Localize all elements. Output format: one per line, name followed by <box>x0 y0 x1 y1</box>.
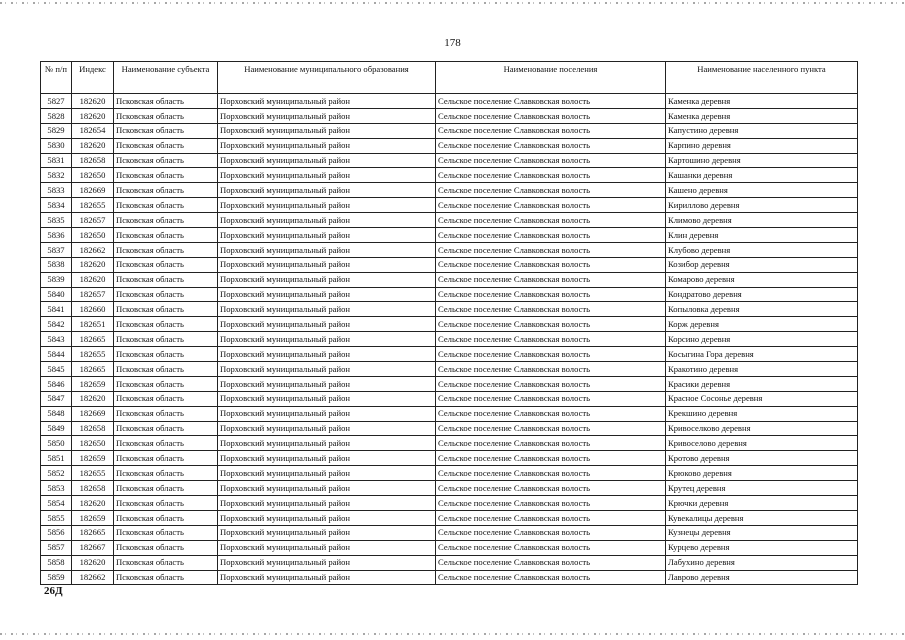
cell-settlement: Сельское поселение Славковская волость <box>436 123 666 138</box>
header-subject: Наименование субъекта <box>114 62 218 94</box>
table-row <box>41 257 858 272</box>
cell-index: 182655 <box>72 466 114 481</box>
cell-index: 182650 <box>72 228 114 243</box>
cell-locality: Курцево деревня <box>666 540 858 555</box>
cell-locality: Капустино деревня <box>666 123 858 138</box>
cell-subject: Псковская область <box>114 436 218 451</box>
table-row <box>41 168 858 183</box>
page-number: 178 <box>444 37 461 49</box>
cell-locality: Красное Сосонье деревня <box>666 391 858 406</box>
cell-subject: Псковская область <box>114 481 218 496</box>
cell-num: 5855 <box>41 510 72 525</box>
cell-index: 182658 <box>72 481 114 496</box>
cell-num: 5852 <box>41 466 72 481</box>
cell-subject: Псковская область <box>114 272 218 287</box>
header-settlement: Наименование поселения <box>436 62 666 94</box>
cell-locality: Крутец деревня <box>666 481 858 496</box>
cell-index: 182620 <box>72 138 114 153</box>
cell-municipal: Порховский муниципальный район <box>218 540 436 555</box>
table-row <box>41 138 858 153</box>
cell-municipal: Порховский муниципальный район <box>218 555 436 570</box>
table-row <box>41 525 858 540</box>
cell-municipal: Порховский муниципальный район <box>218 347 436 362</box>
cell-municipal: Порховский муниципальный район <box>218 362 436 377</box>
cell-subject: Псковская область <box>114 287 218 302</box>
table-row <box>41 123 858 138</box>
cell-settlement: Сельское поселение Славковская волость <box>436 481 666 496</box>
cell-num: 5848 <box>41 406 72 421</box>
footer-code: 26Д <box>44 585 63 597</box>
cell-num: 5836 <box>41 228 72 243</box>
cell-locality: Карпино деревня <box>666 138 858 153</box>
cell-num: 5844 <box>41 347 72 362</box>
cell-settlement: Сельское поселение Славковская волость <box>436 108 666 123</box>
cell-municipal: Порховский муниципальный район <box>218 183 436 198</box>
cell-locality: Корж деревня <box>666 317 858 332</box>
table-row <box>41 332 858 347</box>
cell-municipal: Порховский муниципальный район <box>218 436 436 451</box>
cell-subject: Псковская область <box>114 525 218 540</box>
cell-subject: Псковская область <box>114 94 218 109</box>
cell-subject: Псковская область <box>114 153 218 168</box>
cell-settlement: Сельское поселение Славковская волость <box>436 421 666 436</box>
cell-settlement: Сельское поселение Славковская волость <box>436 391 666 406</box>
cell-locality: Козибор деревня <box>666 257 858 272</box>
cell-num: 5828 <box>41 108 72 123</box>
cell-index: 182655 <box>72 198 114 213</box>
cell-locality: Корсино деревня <box>666 332 858 347</box>
cell-municipal: Порховский муниципальный район <box>218 332 436 347</box>
cell-num: 5854 <box>41 496 72 511</box>
table-row <box>41 183 858 198</box>
cell-settlement: Сельское поселение Славковская волость <box>436 332 666 347</box>
cell-subject: Псковская область <box>114 198 218 213</box>
cell-num: 5849 <box>41 421 72 436</box>
table-row <box>41 94 858 109</box>
cell-municipal: Порховский муниципальный район <box>218 376 436 391</box>
cell-locality: Кузнецы деревня <box>666 525 858 540</box>
cell-settlement: Сельское поселение Славковская волость <box>436 510 666 525</box>
cell-locality: Кондратово деревня <box>666 287 858 302</box>
cell-locality: Клин деревня <box>666 228 858 243</box>
table-row <box>41 108 858 123</box>
cell-num: 5840 <box>41 287 72 302</box>
cell-municipal: Порховский муниципальный район <box>218 138 436 153</box>
cell-index: 182659 <box>72 451 114 466</box>
cell-index: 182620 <box>72 496 114 511</box>
cell-index: 182659 <box>72 376 114 391</box>
cell-index: 182665 <box>72 362 114 377</box>
cell-index: 182658 <box>72 153 114 168</box>
cell-settlement: Сельское поселение Славковская волость <box>436 302 666 317</box>
cell-subject: Псковская область <box>114 466 218 481</box>
cell-locality: Лаврово деревня <box>666 570 858 585</box>
table-row <box>41 540 858 555</box>
header-num: № п/п <box>41 62 72 94</box>
table-row <box>41 376 858 391</box>
cell-index: 182620 <box>72 272 114 287</box>
cell-subject: Псковская область <box>114 302 218 317</box>
cell-municipal: Порховский муниципальный район <box>218 287 436 302</box>
cell-subject: Псковская область <box>114 138 218 153</box>
cell-subject: Псковская область <box>114 406 218 421</box>
header-locality: Наименование населенного пункта <box>666 62 858 94</box>
cell-settlement: Сельское поселение Славковская волость <box>436 94 666 109</box>
table-row <box>41 317 858 332</box>
cell-subject: Псковская область <box>114 391 218 406</box>
table-row <box>41 242 858 257</box>
cell-municipal: Порховский муниципальный район <box>218 198 436 213</box>
header-index: Индекс <box>72 62 114 94</box>
cell-municipal: Порховский муниципальный район <box>218 272 436 287</box>
cell-locality: Крюково деревня <box>666 466 858 481</box>
cell-settlement: Сельское поселение Славковская волость <box>436 242 666 257</box>
cell-settlement: Сельское поселение Славковская волость <box>436 257 666 272</box>
cell-num: 5845 <box>41 362 72 377</box>
cell-locality: Каменка деревня <box>666 94 858 109</box>
cell-subject: Псковская область <box>114 347 218 362</box>
cell-municipal: Порховский муниципальный район <box>218 525 436 540</box>
cell-num: 5834 <box>41 198 72 213</box>
cell-locality: Кракотино деревня <box>666 362 858 377</box>
cell-settlement: Сельское поселение Славковская волость <box>436 272 666 287</box>
cell-subject: Псковская область <box>114 257 218 272</box>
table-header-row <box>41 62 858 94</box>
cell-index: 182620 <box>72 257 114 272</box>
cell-subject: Псковская область <box>114 362 218 377</box>
cell-locality: Кашено деревня <box>666 183 858 198</box>
cell-num: 5843 <box>41 332 72 347</box>
cell-index: 182620 <box>72 555 114 570</box>
cell-num: 5839 <box>41 272 72 287</box>
cell-num: 5838 <box>41 257 72 272</box>
cell-municipal: Порховский муниципальный район <box>218 228 436 243</box>
cell-subject: Псковская область <box>114 540 218 555</box>
cell-locality: Кашанки деревня <box>666 168 858 183</box>
cell-index: 182620 <box>72 94 114 109</box>
cell-num: 5859 <box>41 570 72 585</box>
cell-subject: Псковская область <box>114 332 218 347</box>
cell-index: 182660 <box>72 302 114 317</box>
table-row <box>41 555 858 570</box>
cell-index: 182651 <box>72 317 114 332</box>
cell-num: 5827 <box>41 94 72 109</box>
cell-index: 182669 <box>72 183 114 198</box>
cell-num: 5837 <box>41 242 72 257</box>
cell-subject: Псковская область <box>114 228 218 243</box>
cell-index: 182665 <box>72 525 114 540</box>
cell-settlement: Сельское поселение Славковская волость <box>436 153 666 168</box>
table-row <box>41 228 858 243</box>
cell-num: 5858 <box>41 555 72 570</box>
cell-locality: Косыгина Гора деревня <box>666 347 858 362</box>
cell-settlement: Сельское поселение Славковская волость <box>436 138 666 153</box>
cell-municipal: Порховский муниципальный район <box>218 466 436 481</box>
cell-settlement: Сельское поселение Славковская волость <box>436 362 666 377</box>
scan-top-edge <box>0 2 905 4</box>
cell-subject: Псковская область <box>114 555 218 570</box>
cell-settlement: Сельское поселение Славковская волость <box>436 183 666 198</box>
table-row <box>41 272 858 287</box>
cell-settlement: Сельское поселение Славковская волость <box>436 570 666 585</box>
cell-settlement: Сельское поселение Славковская волость <box>436 496 666 511</box>
cell-subject: Псковская область <box>114 317 218 332</box>
cell-locality: Лабухино деревня <box>666 555 858 570</box>
cell-municipal: Порховский муниципальный район <box>218 257 436 272</box>
cell-subject: Псковская область <box>114 496 218 511</box>
cell-settlement: Сельское поселение Славковская волость <box>436 228 666 243</box>
cell-municipal: Порховский муниципальный район <box>218 451 436 466</box>
cell-municipal: Порховский муниципальный район <box>218 108 436 123</box>
cell-index: 182657 <box>72 213 114 228</box>
cell-locality: Крекшино деревня <box>666 406 858 421</box>
table-row <box>41 213 858 228</box>
settlements-table <box>40 61 858 585</box>
cell-subject: Псковская область <box>114 168 218 183</box>
table-row <box>41 451 858 466</box>
cell-locality: Комарово деревня <box>666 272 858 287</box>
cell-index: 182654 <box>72 123 114 138</box>
cell-municipal: Порховский муниципальный район <box>218 317 436 332</box>
cell-subject: Псковская область <box>114 108 218 123</box>
cell-municipal: Порховский муниципальный район <box>218 481 436 496</box>
cell-num: 5830 <box>41 138 72 153</box>
cell-municipal: Порховский муниципальный район <box>218 496 436 511</box>
cell-municipal: Порховский муниципальный район <box>218 406 436 421</box>
cell-settlement: Сельское поселение Славковская волость <box>436 406 666 421</box>
table-row <box>41 570 858 585</box>
cell-index: 182620 <box>72 391 114 406</box>
table-row <box>41 436 858 451</box>
table-row <box>41 406 858 421</box>
cell-locality: Кириллово деревня <box>666 198 858 213</box>
table-row <box>41 391 858 406</box>
cell-num: 5853 <box>41 481 72 496</box>
table-row <box>41 153 858 168</box>
cell-municipal: Порховский муниципальный район <box>218 213 436 228</box>
cell-index: 182669 <box>72 406 114 421</box>
cell-num: 5856 <box>41 525 72 540</box>
cell-locality: Кривоселово деревня <box>666 436 858 451</box>
cell-settlement: Сельское поселение Славковская волость <box>436 213 666 228</box>
cell-settlement: Сельское поселение Славковская волость <box>436 287 666 302</box>
scan-bottom-edge <box>0 633 905 635</box>
cell-locality: Кривоселково деревня <box>666 421 858 436</box>
cell-index: 182658 <box>72 421 114 436</box>
table-row <box>41 481 858 496</box>
cell-locality: Копыловка деревня <box>666 302 858 317</box>
cell-locality: Каменка деревня <box>666 108 858 123</box>
cell-locality: Клубово деревня <box>666 242 858 257</box>
cell-num: 5829 <box>41 123 72 138</box>
cell-num: 5833 <box>41 183 72 198</box>
cell-subject: Псковская область <box>114 421 218 436</box>
table-row <box>41 510 858 525</box>
cell-num: 5847 <box>41 391 72 406</box>
cell-locality: Крючки деревня <box>666 496 858 511</box>
cell-settlement: Сельское поселение Славковская волость <box>436 376 666 391</box>
cell-subject: Псковская область <box>114 570 218 585</box>
table-row <box>41 496 858 511</box>
cell-municipal: Порховский муниципальный район <box>218 421 436 436</box>
cell-settlement: Сельское поселение Славковская волость <box>436 168 666 183</box>
table-row <box>41 347 858 362</box>
cell-municipal: Порховский муниципальный район <box>218 153 436 168</box>
cell-municipal: Порховский муниципальный район <box>218 242 436 257</box>
cell-num: 5841 <box>41 302 72 317</box>
table-row <box>41 421 858 436</box>
cell-settlement: Сельское поселение Славковская волость <box>436 540 666 555</box>
cell-index: 182665 <box>72 332 114 347</box>
cell-index: 182650 <box>72 436 114 451</box>
cell-num: 5851 <box>41 451 72 466</box>
cell-index: 182662 <box>72 242 114 257</box>
cell-subject: Псковская область <box>114 123 218 138</box>
cell-settlement: Сельское поселение Славковская волость <box>436 198 666 213</box>
table-body <box>41 94 858 585</box>
table-row <box>41 287 858 302</box>
cell-subject: Псковская область <box>114 183 218 198</box>
cell-index: 182667 <box>72 540 114 555</box>
cell-subject: Псковская область <box>114 242 218 257</box>
cell-settlement: Сельское поселение Славковская волость <box>436 436 666 451</box>
cell-num: 5831 <box>41 153 72 168</box>
cell-num: 5835 <box>41 213 72 228</box>
cell-num: 5846 <box>41 376 72 391</box>
cell-locality: Климово деревня <box>666 213 858 228</box>
cell-num: 5850 <box>41 436 72 451</box>
cell-settlement: Сельское поселение Славковская волость <box>436 451 666 466</box>
cell-locality: Красики деревня <box>666 376 858 391</box>
header-municipal: Наименование муниципального образования <box>218 62 436 94</box>
cell-settlement: Сельское поселение Славковская волость <box>436 555 666 570</box>
cell-index: 182657 <box>72 287 114 302</box>
table-row <box>41 302 858 317</box>
cell-num: 5832 <box>41 168 72 183</box>
cell-index: 182655 <box>72 347 114 362</box>
cell-municipal: Порховский муниципальный район <box>218 391 436 406</box>
cell-municipal: Порховский муниципальный район <box>218 94 436 109</box>
cell-num: 5857 <box>41 540 72 555</box>
cell-municipal: Порховский муниципальный район <box>218 302 436 317</box>
cell-municipal: Порховский муниципальный район <box>218 168 436 183</box>
cell-subject: Псковская область <box>114 451 218 466</box>
cell-index: 182620 <box>72 108 114 123</box>
cell-index: 182650 <box>72 168 114 183</box>
table-row <box>41 362 858 377</box>
cell-locality: Кротово деревня <box>666 451 858 466</box>
cell-subject: Псковская область <box>114 376 218 391</box>
table-row <box>41 198 858 213</box>
cell-municipal: Порховский муниципальный район <box>218 123 436 138</box>
cell-settlement: Сельское поселение Славковская волость <box>436 466 666 481</box>
cell-municipal: Порховский муниципальный район <box>218 510 436 525</box>
cell-settlement: Сельское поселение Славковская волость <box>436 317 666 332</box>
cell-num: 5842 <box>41 317 72 332</box>
table-row <box>41 466 858 481</box>
cell-subject: Псковская область <box>114 213 218 228</box>
cell-locality: Картошино деревня <box>666 153 858 168</box>
cell-subject: Псковская область <box>114 510 218 525</box>
cell-index: 182662 <box>72 570 114 585</box>
cell-index: 182659 <box>72 510 114 525</box>
cell-settlement: Сельское поселение Славковская волость <box>436 347 666 362</box>
cell-locality: Кувекалицы деревня <box>666 510 858 525</box>
cell-municipal: Порховский муниципальный район <box>218 570 436 585</box>
cell-settlement: Сельское поселение Славковская волость <box>436 525 666 540</box>
